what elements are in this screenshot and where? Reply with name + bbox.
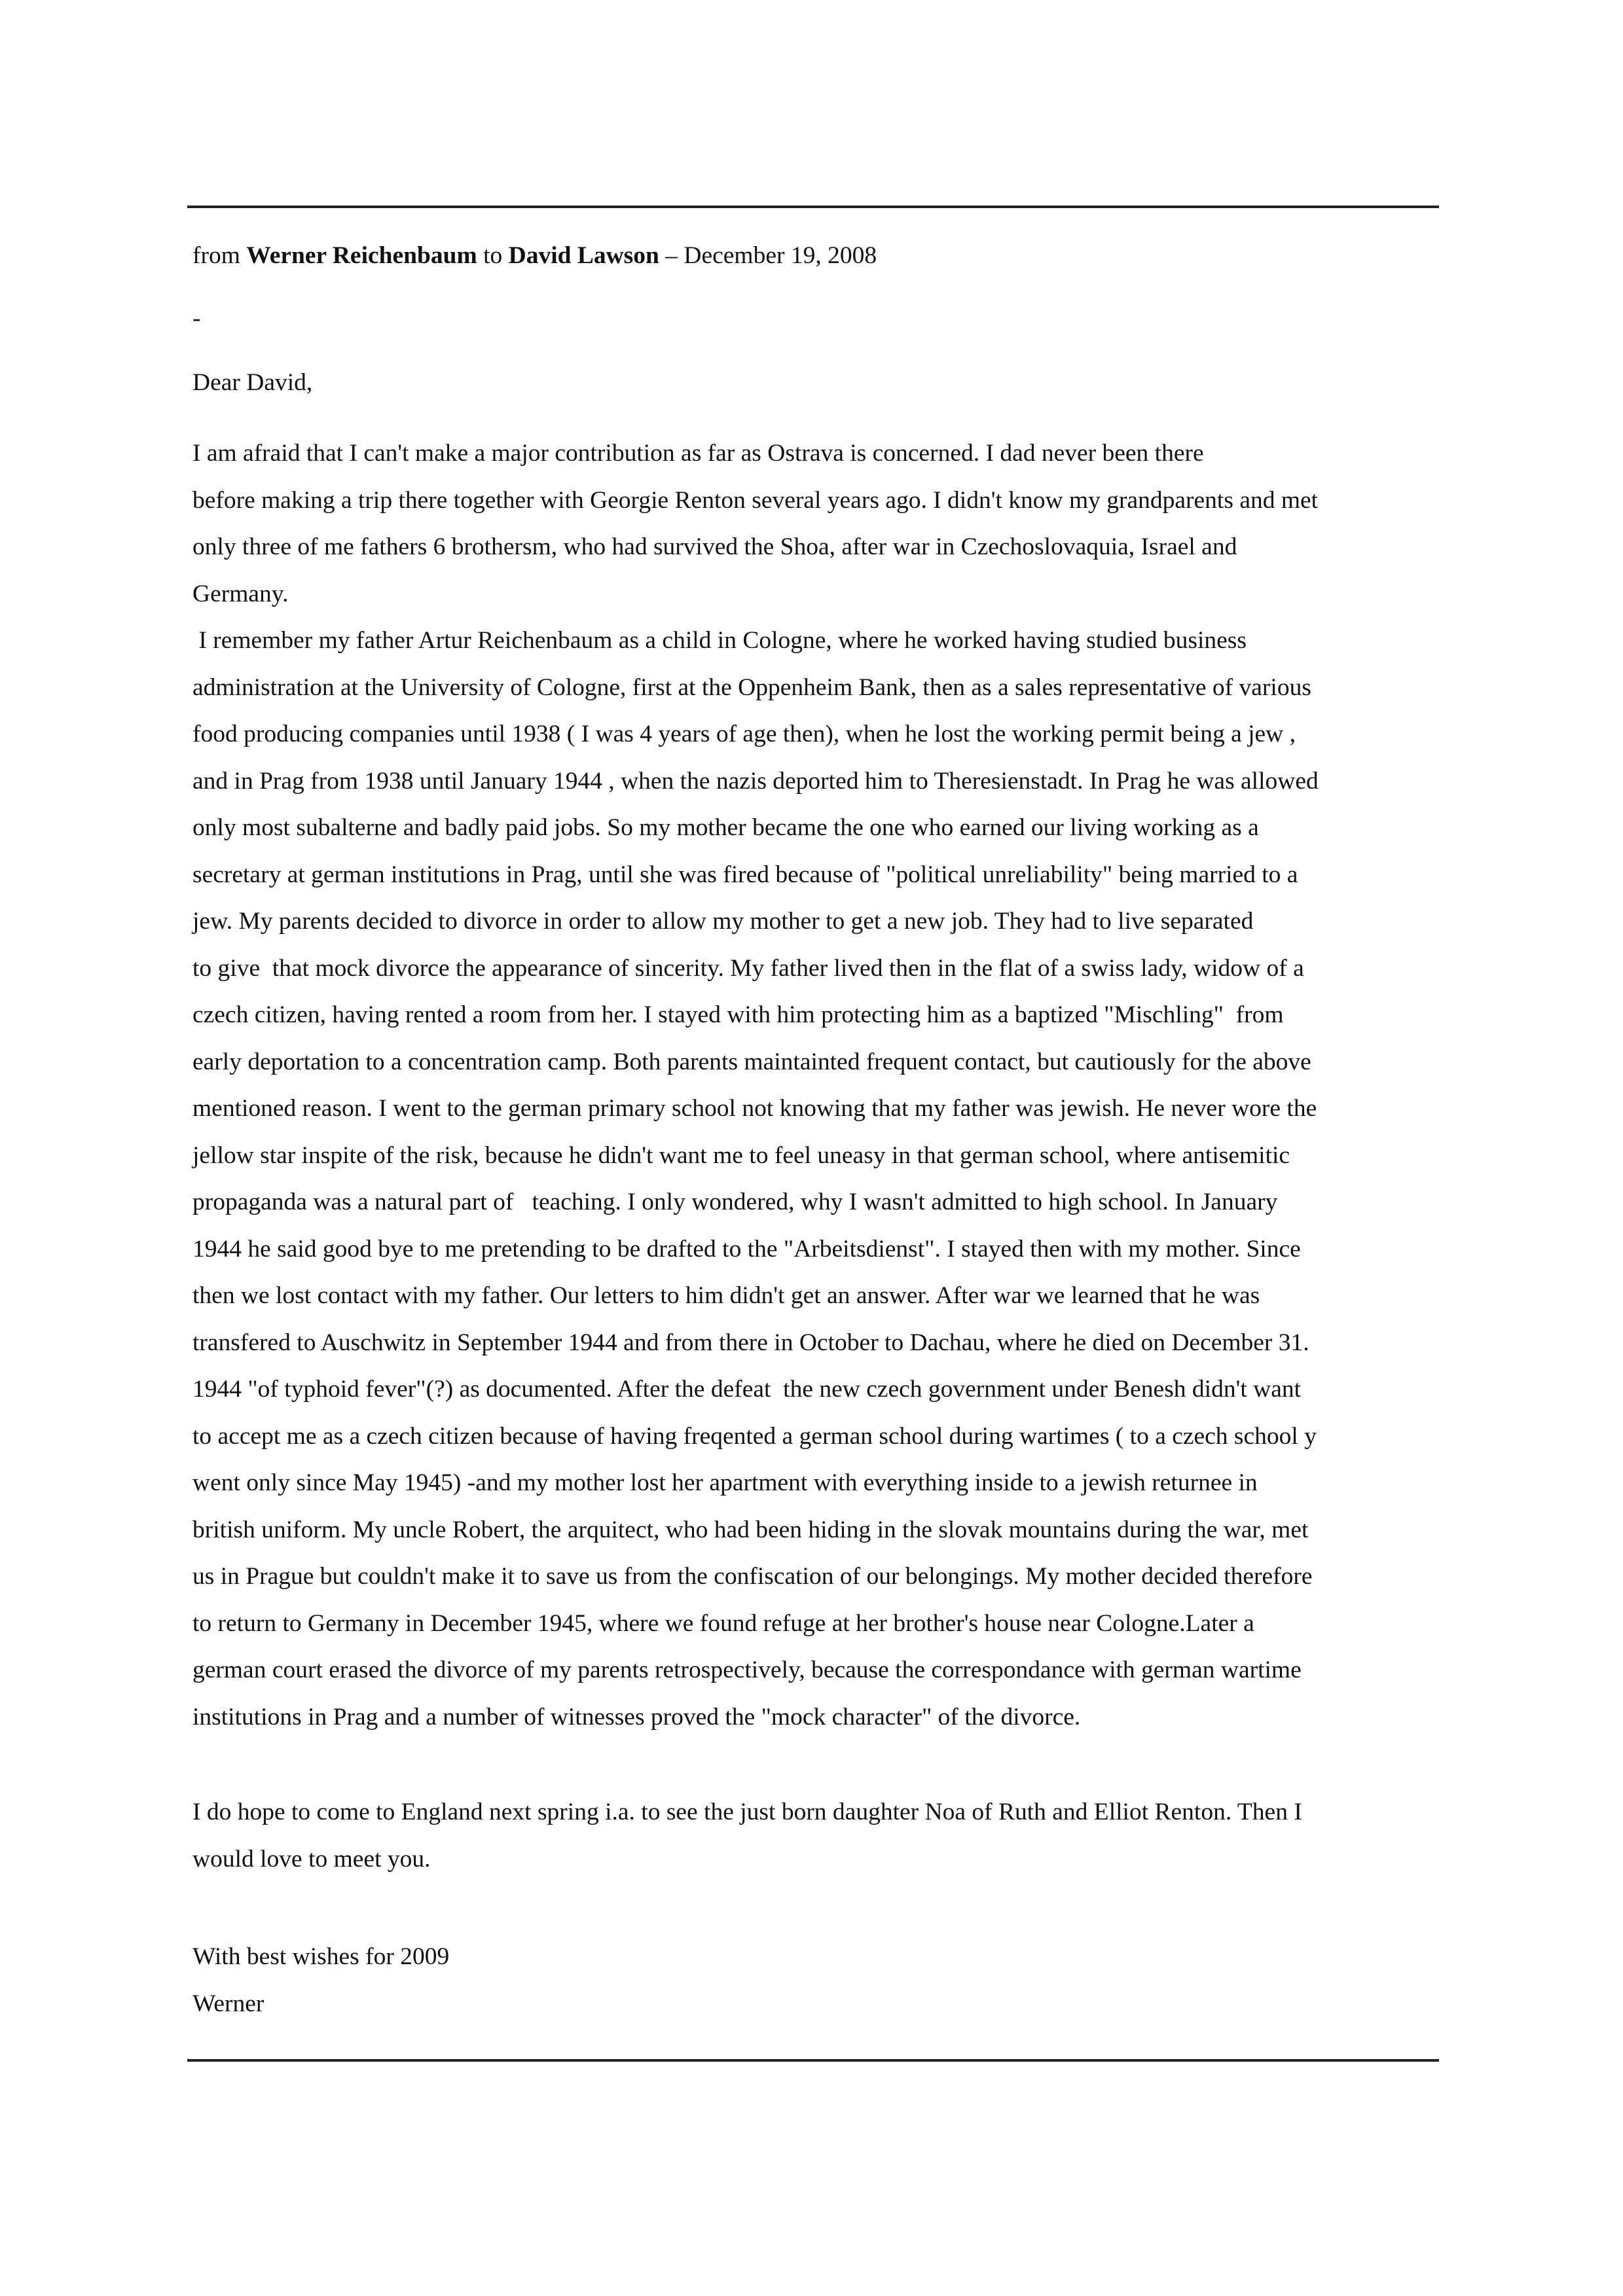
body-line: and in Prag from 1938 until January 1944 , when the nazis deported him to Theresienstadt. In Prag he was allowed [192, 767, 1319, 795]
body-line: jellow star inspite of the risk, because he didn't want me to feel uneasy in that german school, where antisemitic [192, 1141, 1290, 1169]
salutation: Dear David, [192, 369, 313, 396]
letter-header [192, 243, 877, 268]
signature: Werner [192, 1990, 264, 2017]
bottom-rule [187, 2059, 1439, 2062]
body-line: czech citizen, having rented a room from her. I stayed with him protecting him as a baptized "Mischling" from [192, 1001, 1284, 1028]
body-line: went only since May 1945) -and my mother lost her apartment with everything inside to a jewish returnee in [192, 1469, 1258, 1496]
recipient-name: David Lawson [508, 242, 659, 269]
body-line: Germany. [192, 580, 289, 607]
body-line: 1944 "of typhoid fever"(?) as documented. After the defeat the new czech government under Benesh didn't want [192, 1376, 1302, 1403]
body-line: 1944 he said good bye to me pretending to be drafted to the "Arbeitsdienst". I stayed then with my mother. Since [192, 1235, 1301, 1263]
body-line: secretary at german institutions in Prag, until she was fired because of "political unreliability" being married to a [192, 861, 1298, 888]
header-date: – December 19, 2008 [659, 242, 877, 269]
body-line: propaganda was a natural part of teaching. I only wondered, why I wasn't admitted to high school. In January [192, 1189, 1278, 1215]
body-line: british uniform. My uncle Robert, the arquitect, who had been hiding in the slovak mountains during the war, met [192, 1516, 1309, 1543]
body-line: jew. My parents decided to divorce in order to allow my mother to get a new job. They had to live separated [192, 908, 1254, 935]
body-line: us in Prague but couldn't make it to save us from the confiscation of our belongings. My mother decided therefore [192, 1563, 1313, 1590]
body-line: I am afraid that I can't make a major contribution as far as Ostrava is concerned. I dad never been there [192, 440, 1204, 467]
body-line: mentioned reason. I went to the german primary school not knowing that my father was jewish. He never wore the [192, 1095, 1317, 1122]
body-line: food producing companies until 1938 ( I was 4 years of age then), when he lost the working permit being a jew , [192, 721, 1296, 747]
body-line: then we lost contact with my father. Our letters to him didn't get an answer. After war we learned that he was [192, 1282, 1260, 1309]
body-line: transfered to Auschwitz in September 1944 and from there in October to Dachau, where he died on December 31. [192, 1329, 1309, 1356]
body-line: to accept me as a czech citizen because of having freqented a german school during wartimes ( to a czech school y [192, 1422, 1317, 1450]
header-to-word: to [477, 242, 509, 269]
body-line: I remember my father Artur Reichenbaum as a child in Cologne, where he worked having studied business [192, 627, 1247, 654]
body-line: institutions in Prag and a number of witnesses proved the "mock character" of the divorce. [192, 1703, 1081, 1731]
body-line: german court erased the divorce of my parents retrospectively, because the correspondance with german wartime [192, 1657, 1302, 1683]
closing-line: would love to meet you. [192, 1845, 431, 1873]
top-rule [187, 206, 1439, 208]
body-line: administration at the University of Cologne, first at the Oppenheim Bank, then as a sales representative of various [192, 673, 1311, 701]
body-line: only most subalterne and badly paid jobs. So my mother became the one who earned our living working as a [192, 814, 1259, 841]
body-line: to return to Germany in December 1945, where we found refuge at her brother's house near Cologne.Later a [192, 1609, 1254, 1637]
wishes-line: With best wishes for 2009 [192, 1943, 450, 1970]
closing-line: I do hope to come to England next spring i.a. to see the just born daughter Noa of Ruth and Elliot Renton. Then I [192, 1799, 1302, 1825]
body-line: early deportation to a concentration camp. Both parents maintainted frequent contact, but cautiously for the above [192, 1048, 1311, 1075]
body-line: to give that mock divorce the appearance of sincerity. My father lived then in the flat of a swiss lady, widow of a [192, 954, 1304, 982]
body-line: only three of me fathers 6 brothersm, who had survived the Shoa, after war in Czechoslovaquia, Israel and [192, 533, 1237, 560]
body-line: before making a trip there together with Georgie Renton several years ago. I didn't know my grandparents and met [192, 486, 1319, 514]
sender-name: Werner Reichenbaum [246, 242, 477, 269]
separator-mark: - [192, 305, 201, 332]
header-prefix: from [192, 242, 247, 269]
